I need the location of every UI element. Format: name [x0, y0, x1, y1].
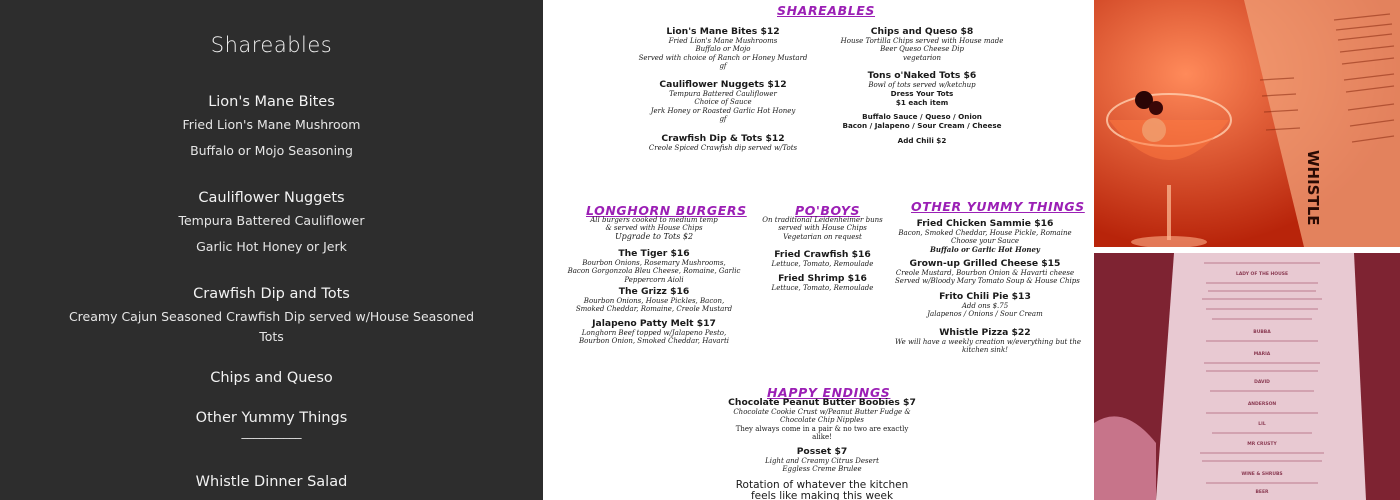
menu-item-name: Fried Chicken Sammie $16	[916, 218, 1054, 229]
intro-line: served with House Chips	[778, 224, 867, 233]
menu-item-name: Posset $7	[796, 446, 848, 457]
menu-item-desc: Jalapenos / Onions / Sour Cream	[927, 310, 1043, 319]
section-title-shareables: SHAREABLES	[777, 3, 876, 18]
menu-item-desc: $1 each item	[895, 98, 949, 108]
item-title: Chips and Queso	[210, 370, 333, 386]
menu-item	[895, 291, 1075, 319]
item-divider: __________	[241, 425, 302, 439]
menu-item	[563, 286, 745, 314]
item-description: Garlic Hot Honey or Jerk	[196, 239, 347, 254]
menu-item-desc: Choose your Sauce	[950, 237, 1020, 246]
menu-item-desc: Creole Mustard, Bourbon Onion & Havarti cheese	[895, 269, 1075, 277]
drink-section-label: MARIA	[1253, 352, 1271, 357]
menu-item-desc: Bourbon Onions, House Pickles, Bacon,	[583, 297, 725, 305]
drink-section-label: MR CRUSTY	[1247, 442, 1277, 447]
item-title: Crawfish Dip and Tots	[193, 286, 350, 302]
menu-item-desc: Chocolate Chip Nipples	[780, 416, 864, 425]
menu-item-desc: Creole Spiced Crawfish dip served w/Tots	[648, 144, 798, 152]
menu-item-name: Frito Chili Pie $13	[939, 291, 1031, 302]
menu-item-name: The Grizz $16	[618, 286, 690, 297]
menu-item	[563, 318, 745, 346]
menu-note: feels like making this week	[750, 490, 894, 500]
menu-item-desc: Lettuce, Tomato, Remoulade	[771, 284, 874, 292]
item-description: Buffalo or Mojo Seasoning	[190, 143, 353, 158]
menu-item-desc: Smoked Cheddar, Romaine, Creole Mustard	[575, 305, 733, 314]
intro-line: Upgrade to Tots $2	[614, 231, 694, 241]
menu-item	[827, 70, 1017, 107]
menu-item-desc: Peppercorn Aioli	[624, 275, 684, 284]
section-title-burgers: LONGHORN BURGERS	[586, 203, 747, 218]
menu-item-desc: Add Chili $2	[897, 136, 947, 145]
drink-menu-photo-art	[1094, 253, 1400, 500]
menu-item-name: Chips and Queso $8	[870, 26, 974, 37]
menu-item-desc: Eggless Creme Brulee	[782, 465, 862, 474]
section-title-poboys: PO'BOYS	[795, 203, 861, 218]
menu-item-desc: gf	[719, 115, 727, 124]
menu-item-name: Tons o'Naked Tots $6	[867, 70, 977, 81]
menu-item	[895, 218, 1075, 254]
menu-item-desc: Longhorn Beef topped w/Jalapeno Pesto,	[581, 329, 727, 337]
section-title-happy-endings: HAPPY ENDINGS	[767, 385, 891, 400]
intro-line: All burgers cooked to medium temp	[590, 216, 718, 224]
shareables-panel	[0, 0, 543, 500]
menu-item-name: Lion's Mane Bites $12	[666, 26, 780, 37]
cocktail-photo	[1094, 0, 1400, 247]
menu-item	[751, 273, 894, 292]
item-title: Cauliflower Nuggets	[198, 190, 345, 206]
menu-item-desc: House Tortilla Chips served with House made	[840, 37, 1004, 45]
item-title: Whistle Dinner Salad	[195, 474, 348, 490]
menu-item-name: Fried Shrimp $16	[778, 273, 867, 284]
menu-item-name: Whistle Pizza $22	[939, 327, 1031, 338]
menu-item-desc: We will have a weekly creation w/everything but the	[895, 338, 1082, 346]
drink-menu-photo	[1094, 253, 1400, 500]
menu-item-desc: Bourbon Onion, Smoked Cheddar, Havarti	[578, 337, 729, 346]
menu-item-desc: Light and Creamy Citrus Desert	[765, 457, 879, 465]
menu-item-desc: Bourbon Onions, Rosemary Mushrooms,	[582, 259, 726, 267]
menu-item	[895, 258, 1080, 286]
whistle-logo-text: WHISTLE	[1304, 150, 1322, 226]
menu-item-desc: Add ons $.75	[961, 302, 1009, 310]
section-intro	[563, 216, 745, 241]
item-description: Fried Lion's Mane Mushroom	[182, 117, 361, 132]
menu-item	[722, 446, 922, 474]
menu-item-desc: Choice of Sauce	[694, 98, 752, 107]
item-title: Lion's Mane Bites	[208, 94, 335, 110]
intro-line: & served with House Chips	[605, 224, 703, 233]
menu-item-desc: Bowl of tots served w/ketchup	[868, 81, 976, 89]
menu-item-desc: Buffalo or Mojo	[695, 45, 751, 54]
section-title-other: OTHER YUMMY THINGS	[911, 199, 1085, 214]
item-description: Creamy Cajun Seasoned Crawfish Dip served w/House Seasoned Tots	[68, 309, 475, 344]
menu-item-desc: Bacon / Jalapeno / Sour Cream / Cheese	[842, 121, 1002, 130]
menu-item	[827, 26, 1017, 62]
drink-section-label: ANDERSON	[1247, 402, 1277, 407]
menu-item-desc: Jerk Honey or Roasted Garlic Hot Honey	[650, 106, 796, 115]
menu-item-desc: alike!	[812, 433, 832, 442]
menu-item	[751, 249, 894, 268]
menu-item	[563, 248, 745, 284]
menu-item-desc: Lettuce, Tomato, Remoulade	[771, 260, 874, 268]
menu-item-addons	[827, 112, 1017, 145]
intro-line: On traditional Leidenheimer buns	[762, 216, 883, 224]
menu-item-name: Crawfish Dip & Tots $12	[661, 133, 785, 144]
item-description: Tempura Battered Cauliflower	[178, 213, 365, 228]
menu-item-desc: Tempura Battered Cauliflower	[669, 90, 777, 98]
menu-item-desc: Bacon Gorgonzola Bleu Cheese, Romaine, Garlic	[567, 267, 741, 276]
drink-section-label: BEER	[1255, 490, 1269, 495]
menu-item-desc: Chocolate Cookie Crust w/Peanut Butter Fudge &	[733, 408, 911, 416]
menu-item-desc: Bacon, Smoked Cheddar, House Pickle, Romaine	[898, 229, 1072, 237]
menu-item-name: Cauliflower Nuggets $12	[659, 79, 787, 90]
menu-note: Rotation of whatever the kitchen	[735, 479, 909, 491]
menu-item-desc: Fried Lion's Mane Mushrooms	[668, 37, 778, 45]
menu-item-note	[722, 480, 922, 500]
menu-item	[623, 133, 823, 152]
menu-item	[623, 26, 823, 71]
drink-section-label: LIL	[1258, 422, 1266, 427]
drink-section-label: BUBBA	[1253, 330, 1271, 335]
cocktail-photo-art	[1094, 0, 1400, 247]
drink-section-label: LADY OF THE HOUSE	[1235, 272, 1289, 277]
menu-item-name: Chocolate Peanut Butter Boobies $7	[728, 397, 916, 408]
menu-item-desc: They always come in a pair & no two are exactly	[735, 424, 909, 433]
item-title: Other Yummy Things	[195, 410, 348, 426]
menu-item-name: Grown-up Grilled Cheese $15	[909, 258, 1061, 269]
menu-item-desc: Dress Your Tots	[890, 89, 954, 99]
menu-item-desc: vegetarion	[902, 53, 941, 62]
menu-item	[623, 79, 823, 124]
menu-item-name: The Tiger $16	[618, 248, 690, 259]
menu-item-name: Fried Crawfish $16	[774, 249, 871, 260]
menu-item-desc: gf	[719, 62, 727, 71]
menu-item	[895, 327, 1082, 355]
menu-item-name: Jalapeno Patty Melt $17	[592, 318, 716, 329]
drink-section-label: DAVID	[1254, 380, 1270, 385]
menu-item-desc: Buffalo or Garlic Hot Honey	[930, 244, 1040, 254]
intro-line: Vegetarian on request	[783, 232, 862, 241]
panel-title: Shareables	[210, 33, 333, 57]
menu-item-desc: Buffalo Sauce / Queso / Onion	[862, 112, 982, 121]
menu-item	[722, 397, 922, 442]
drink-section-label: WINE & SHRUBS	[1241, 472, 1283, 477]
menu-item-desc: Beer Queso Cheese Dip	[880, 45, 964, 54]
menu-item-desc: kitchen sink!	[962, 346, 1008, 355]
menu-item-desc: Served with choice of Ranch or Honey Mustard	[638, 53, 808, 62]
menu-item-desc: Served w/Bloody Mary Tomato Soup & House Chips	[895, 277, 1080, 286]
section-intro	[751, 216, 894, 241]
menu-image	[543, 0, 1094, 500]
